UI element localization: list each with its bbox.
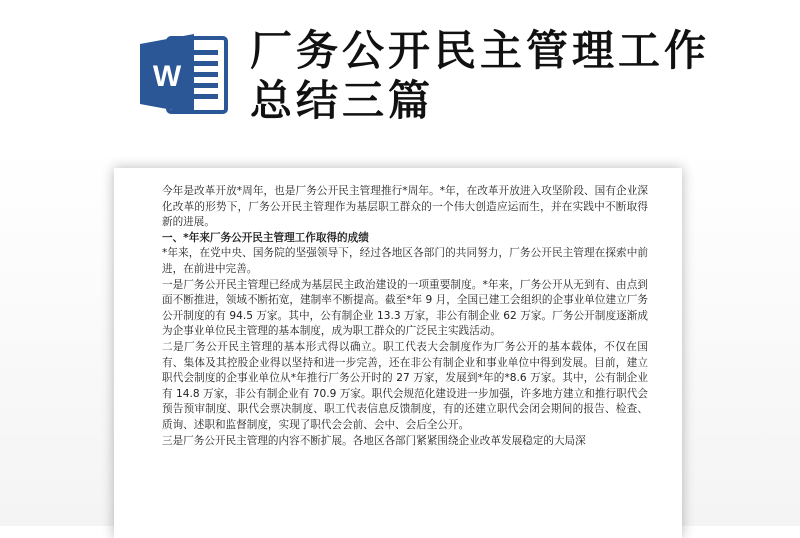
document-banner (0, 0, 800, 150)
paragraph: 一是厂务公开民主管理已经成为基层民主政治建设的一项重要制度。*年来，厂务公开从无到有、由点到面不断推进，领域不断拓宽，建制率不断提高。截至*年 9 月，全国已建工会组织的企事业单位建立厂务公开制度的有 94.5 万家。其中，公有制企业 13.3 万家，非公有制企业 62 万家。厂务公开制度逐渐成为企事业单位民主管理的基本制度，成为职工群众的广泛民主实践活动。 (162, 278, 648, 338)
paragraph-intro: 今年是改革开放*周年，也是厂务公开民主管理推行*周年。*年，在改革开放进入攻坚阶段、国有企业深化改革的形势下，厂务公开民主管理作为基层职工群众的一个伟大创造应运而生，并在实践中不断取得新的进展。 (162, 185, 648, 229)
document-page (114, 168, 682, 538)
word-icon-letter: W (152, 60, 182, 93)
paragraph: *年来，在党中央、国务院的坚强领导下，经过各地区各部门的共同努力，厂务公开民主管理在探索中前进，在前进中完善。 (162, 247, 648, 275)
word-document-icon (138, 30, 230, 118)
paragraph: 三是厂务公开民主管理的内容不断扩展。各地区各部门紧紧围绕企业改革发展稳定的大局深 (162, 434, 586, 447)
paragraph: 二是厂务公开民主管理的基本形式得以确立。职工代表大会制度作为厂务公开的基本载体，不仅在国有、集体及其控股企业得以坚持和进一步完善，还在非公有制企业和事业单位中得到发展。目前，建立职代会制度的企事业单位从*年推行厂务公开时的 27 万家，发展到*年的*8.6 万家。其中，公有制企业有 14.8 万家，非公有制企业有 70.9 万家。职代会规范化建设进一步加强，许多地方建立和推行职代会预告预审制度、职代会票决制度、职工代表信息反馈制度，有的还建立职代会闭会期间的报告、检查、质询、述职和监督制度，实现了职代会会前、会中、会后全公开。 (162, 340, 648, 431)
section-heading: 一、*年来厂务公开民主管理工作取得的成绩 (162, 231, 369, 244)
page-title: 厂务公开民主管理工作总结三篇 (250, 26, 711, 125)
document-body (162, 184, 648, 449)
